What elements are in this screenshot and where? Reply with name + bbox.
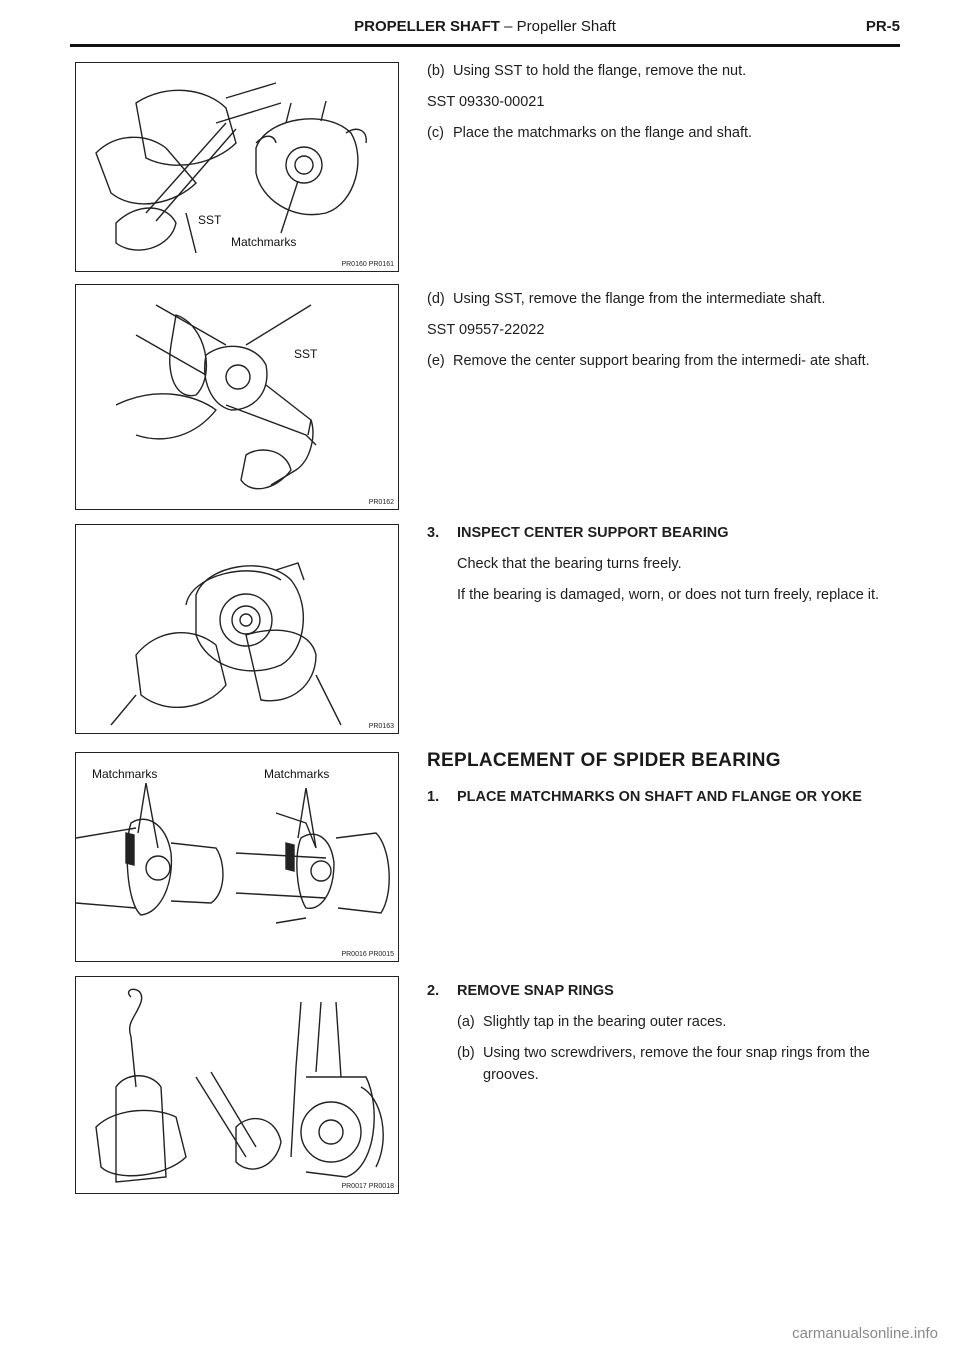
step-text: Using two screwdrivers, remove the four snap rings from the grooves. [483,1045,870,1083]
step-number: 2. [427,983,440,999]
step-2-heading [427,980,907,1002]
step-text: Slightly tap in the bearing outer races. [483,1014,727,1030]
step-text: Using SST to hold the flange, remove the nut. [453,63,747,79]
step-tag: (e) [427,353,445,369]
sst-number: SST 09330-00021 [427,94,545,110]
header-title [70,18,900,35]
section-title: REPLACEMENT OF SPIDER BEARING [427,750,781,771]
figure-code: PR0017 PR0018 [341,1183,394,1190]
text-block-matchmarks [427,786,907,817]
step-title: INSPECT CENTER SUPPORT BEARING [457,525,729,541]
step-b [427,60,907,82]
step-text: Remove the center support bearing from the intermedi- ate shaft. [453,353,870,369]
step-tag: (c) [427,125,444,141]
text-block-snap-rings [427,980,907,1095]
step-text: Using SST, remove the flange from the intermediate shaft. [453,291,826,307]
step-tag: (a) [457,1014,475,1030]
figure-flange-remove [75,284,399,510]
step-tag: (d) [427,291,445,307]
sst-number: SST 09557-22022 [427,322,545,338]
snap-ring-illustration [76,977,398,1193]
page-header [70,16,900,47]
label-matchmarks: Matchmarks [92,767,158,781]
step-c [427,122,907,144]
page-number: PR-5 [865,18,900,35]
figure-code: PR0160 PR0161 [341,261,394,268]
spider-joint-illustration [76,753,398,961]
step-e [427,350,907,372]
figure-code: PR0163 [368,723,394,730]
step-number: 3. [427,525,440,541]
step-title: REMOVE SNAP RINGS [457,983,614,999]
step-tag: (b) [457,1045,475,1061]
figure-flange-nut [75,62,399,272]
watermark: carmanualsonline.info [792,1325,938,1342]
figure-code: PR0162 [368,499,394,506]
text-block-inspect-bearing [427,522,907,615]
header-subsection: – Propeller Shaft [499,18,616,35]
figure-code: PR0016 PR0015 [341,951,394,958]
step-tag: (b) [427,63,445,79]
step-title: PLACE MATCHMARKS ON SHAFT AND FLANGE OR YOKE [457,789,862,805]
label-sst: SST [198,213,222,227]
label-matchmarks: Matchmarks [231,235,297,249]
figure-bearing-check [75,524,399,734]
step-1-heading [427,786,907,808]
text-block-flange-remove [427,288,907,381]
bearing-check-illustration [76,525,398,733]
header-section: PROPELLER SHAFT [354,18,500,35]
flange-puller-illustration [76,285,398,509]
step-d [427,288,907,310]
step-number: 1. [427,789,440,805]
step-b [427,1042,907,1086]
paragraph: If the bearing is damaged, worn, or does not turn freely, replace it. [457,587,880,603]
label-sst: SST [294,347,318,361]
step-text: Place the matchmarks on the flange and shaft. [453,125,753,141]
figure-snap-rings [75,976,399,1194]
text-block-flange-nut [427,60,907,153]
label-matchmarks: Matchmarks [264,767,330,781]
paragraph: Check that the bearing turns freely. [457,556,682,572]
step-3-heading [427,522,907,544]
figure-spider-matchmarks [75,752,399,962]
step-a [427,1011,907,1033]
